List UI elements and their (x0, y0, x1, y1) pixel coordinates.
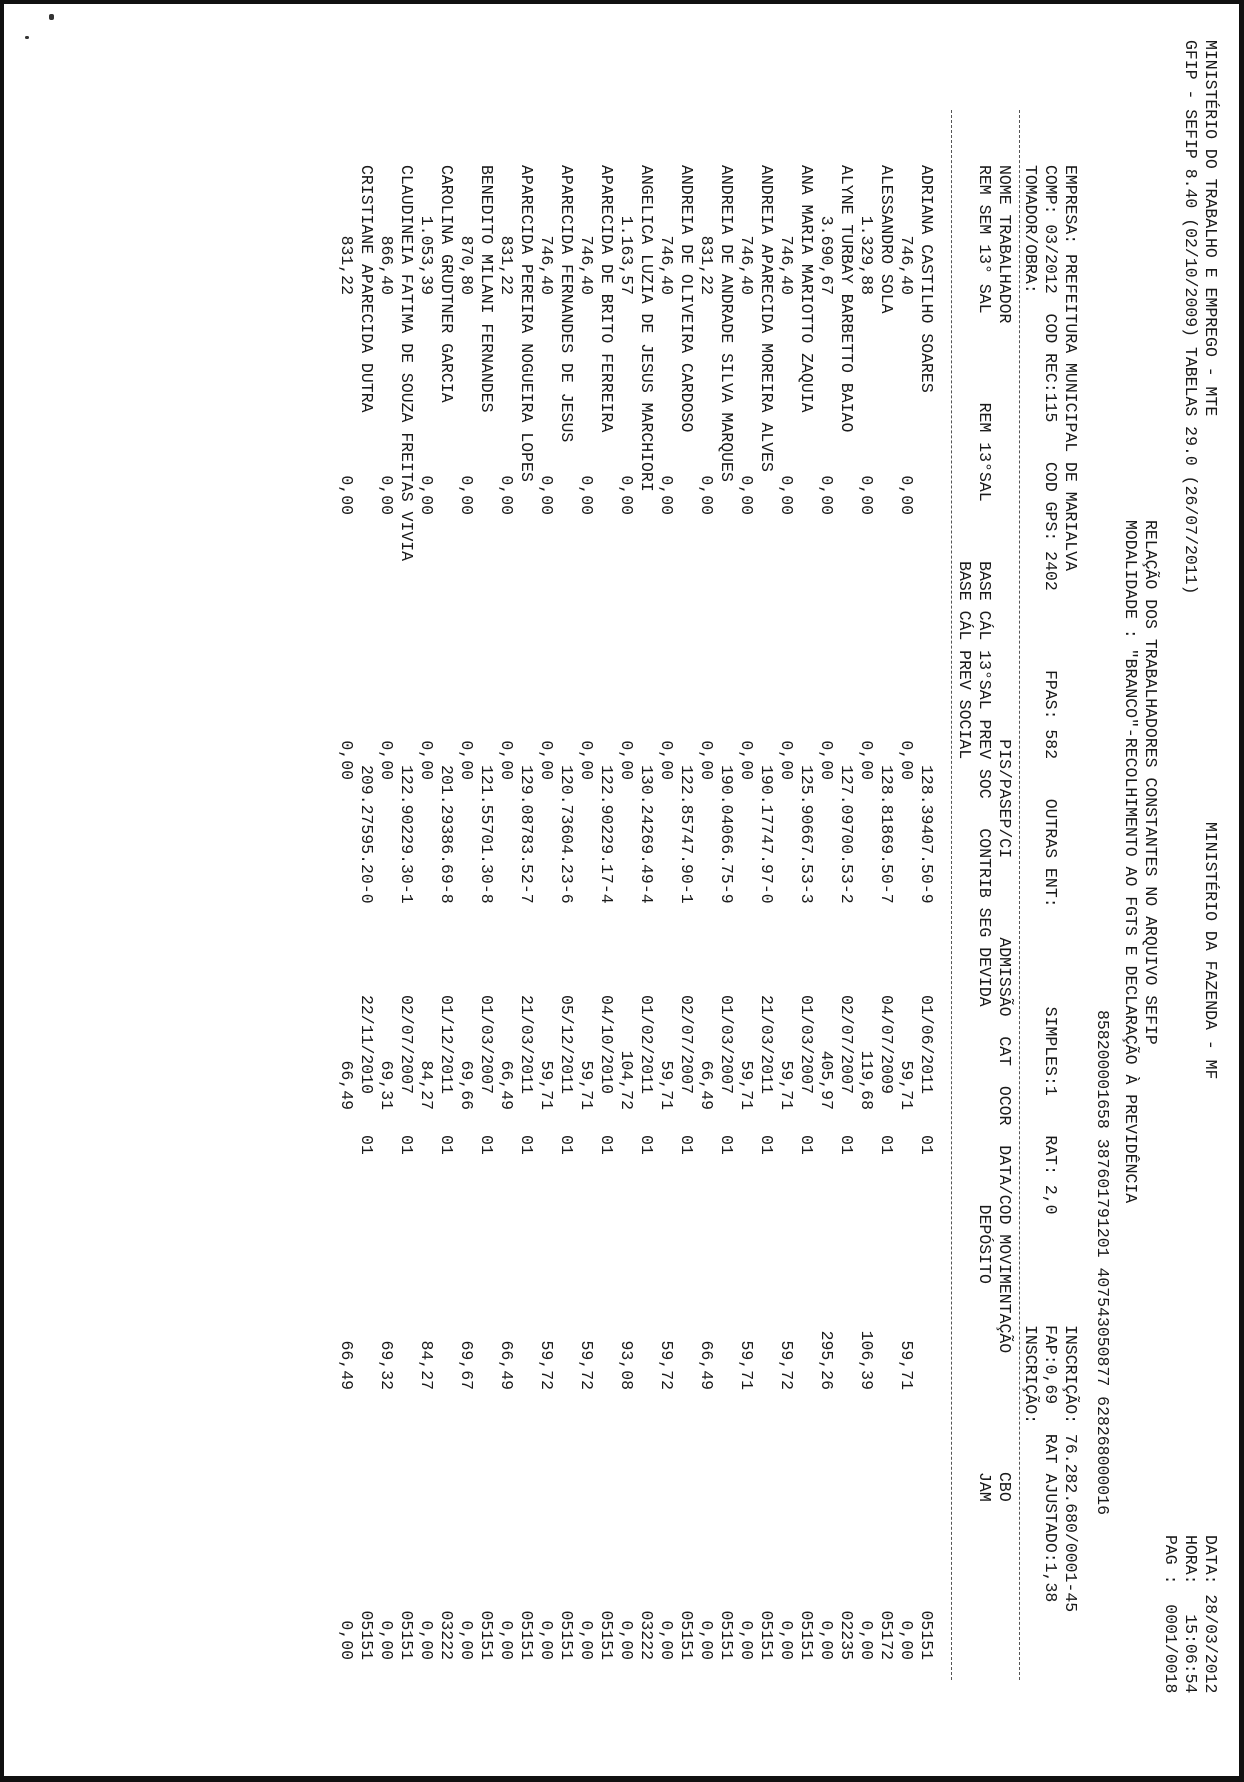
worker-pis: 122.90229.30-1 (397, 765, 416, 904)
ministry-labor: MINISTÉRIO DO TRABALHO E EMPREGO - MTE (1201, 40, 1220, 417)
worker-cbo: 05151 (717, 1610, 736, 1660)
fap-rat: FAP:0,69 RAT AJUSTADO:1,38 (1041, 1325, 1060, 1603)
worker-admissao: 01/03/2007 (477, 995, 496, 1095)
report-date: DATA: 28/03/2012 (1201, 1535, 1220, 1694)
worker-cat: 01 (717, 1135, 736, 1155)
worker-rem13: 0,00 (577, 475, 596, 515)
worker-rem: 870,80 (457, 235, 476, 295)
worker-contrib: 59,71 (897, 1060, 916, 1110)
worker-admissao: 01/06/2011 (917, 995, 936, 1095)
worker-jam: 0,00 (737, 1620, 756, 1660)
company-name: EMPRESA: PREFEITURA MUNICIPAL DE MARIALVA (1061, 165, 1080, 571)
worker-name: ANDREIA APARECIDA MOREIRA ALVES (757, 165, 776, 472)
worker-cbo: 03222 (637, 1610, 656, 1660)
worker-rem13: 0,00 (697, 475, 716, 515)
worker-cbo: 05151 (797, 1610, 816, 1660)
worker-jam: 0,00 (817, 1620, 836, 1660)
worker-contrib: 69,31 (377, 1060, 396, 1110)
worker-name: APARECIDA FERNANDES DE JESUS (557, 165, 576, 443)
worker-name: BENEDITO MILANI FERNANDES (477, 165, 496, 413)
worker-cbo: 05151 (397, 1610, 416, 1660)
worker-base13: 0,00 (617, 740, 636, 780)
worker-cat: 01 (477, 1135, 496, 1155)
worker-contrib: 66,49 (697, 1060, 716, 1110)
worker-deposito: 93,08 (617, 1340, 636, 1390)
worker-pis: 122.90229.17-4 (597, 765, 616, 904)
worker-admissao: 01/03/2007 (797, 995, 816, 1095)
worker-pis: 129.08783.52-7 (517, 765, 536, 904)
column-header-line-2: REM SEM 13° SAL REM 13°SAL BASE CÁL 13°SAL PREV SOC CONTRIB SEG DEVIDA DEPÓSITO JAM (975, 165, 994, 1502)
column-header-line-1: NOME TRABALHADOR PIS/PASEP/CI ADMISSÃO CAT OCOR DATA/COD MOVIMENTAÇÃO CBO (995, 165, 1014, 1502)
worker-admissao: 04/07/2009 (877, 995, 896, 1095)
worker-contrib: 84,27 (417, 1060, 436, 1110)
scan-speck (25, 36, 29, 39)
worker-deposito: 106,39 (857, 1330, 876, 1390)
worker-cat: 01 (637, 1135, 656, 1155)
worker-contrib: 104,72 (617, 1050, 636, 1110)
worker-deposito: 59,71 (897, 1340, 916, 1390)
worker-deposito: 59,72 (777, 1340, 796, 1390)
worker-contrib: 69,66 (457, 1060, 476, 1110)
worker-base13: 0,00 (737, 740, 756, 780)
worker-base13: 0,00 (577, 740, 596, 780)
worker-cat: 01 (357, 1135, 376, 1155)
worker-rem: 3.690,67 (817, 215, 836, 295)
page-number: PAG : 0001/0018 (1161, 1535, 1180, 1694)
column-header-line-3: BASE CÁL PREV SOCIAL (955, 165, 974, 760)
worker-contrib: 59,71 (537, 1060, 556, 1110)
worker-cbo: 03222 (437, 1610, 456, 1660)
worker-rem: 746,40 (737, 235, 756, 295)
worker-contrib: 59,71 (577, 1060, 596, 1110)
worker-rem13: 0,00 (417, 475, 436, 515)
worker-cbo: 05172 (877, 1610, 896, 1660)
worker-cbo: 05151 (757, 1610, 776, 1660)
worker-pis: 127.09700.53-2 (837, 765, 856, 904)
worker-name: CLAUDINEIA FATIMA DE SOUZA FREITAS VIVIA (397, 165, 416, 562)
worker-admissao: 01/02/2011 (637, 995, 656, 1095)
worker-pis: 201.29386.69-8 (437, 765, 456, 904)
worker-cbo: 02235 (837, 1610, 856, 1660)
worker-rem13: 0,00 (737, 475, 756, 515)
worker-pis: 121.55701.30-8 (477, 765, 496, 904)
worker-base13: 0,00 (777, 740, 796, 780)
worker-deposito: 69,32 (377, 1340, 396, 1390)
worker-rem13: 0,00 (377, 475, 396, 515)
worker-rem13: 0,00 (457, 475, 476, 515)
ministry-finance: MINISTÉRIO DA FAZENDA - MF (1201, 822, 1220, 1080)
worker-name: CAROLINA GRUDTNER GARCIA (437, 165, 456, 403)
worker-admissao: 21/03/2011 (517, 995, 536, 1095)
worker-jam: 0,00 (537, 1620, 556, 1660)
report-time: HORA: 15:06:54 (1181, 1535, 1200, 1694)
worker-cat: 01 (877, 1135, 896, 1155)
worker-name: ADRIANA CASTILHO SOARES (917, 165, 936, 393)
worker-deposito: 66,49 (697, 1340, 716, 1390)
worker-deposito: 69,67 (457, 1340, 476, 1390)
worker-base13: 0,00 (457, 740, 476, 780)
worker-rem: 746,40 (777, 235, 796, 295)
worker-jam: 0,00 (497, 1620, 516, 1660)
worker-deposito: 59,72 (577, 1340, 596, 1390)
worker-admissao: 02/07/2007 (397, 995, 416, 1095)
worker-deposito: 59,72 (657, 1340, 676, 1390)
gfip-version: GFIP - SEFIP 8.40 (02/10/2009) TABELAS 29.0 (26/07/2011) (1181, 40, 1200, 595)
worker-admissao: 01/12/2011 (437, 995, 456, 1095)
worker-cat: 01 (917, 1135, 936, 1155)
worker-rem: 1.329,88 (857, 215, 876, 295)
worker-rem: 866,40 (377, 235, 396, 295)
worker-admissao: 01/03/2007 (717, 995, 736, 1095)
worker-rem: 746,40 (537, 235, 556, 295)
worker-rem: 831,22 (337, 235, 356, 295)
comp-line: COMP: 03/2012 COD REC:115 COD GPS: 2402 FPAS: 582 OUTRAS ENT: SIMPLES:1 RAT: 2,0 (1041, 165, 1060, 1215)
worker-deposito: 66,49 (497, 1340, 516, 1390)
worker-cat: 01 (797, 1135, 816, 1155)
modality: MODALIDADE : "BRANCO"-RECOLHIMENTO AO FGTS E DECLARAÇÃO À PREVIDÊNCIA (1121, 520, 1140, 1204)
worker-jam: 0,00 (657, 1620, 676, 1660)
worker-cbo: 05151 (357, 1610, 376, 1660)
worker-cat: 01 (557, 1135, 576, 1155)
worker-deposito: 295,26 (817, 1330, 836, 1390)
worker-rem13: 0,00 (657, 475, 676, 515)
worker-admissao: 02/07/2007 (677, 995, 696, 1095)
worker-name: ALESSANDRO SOLA (877, 165, 896, 314)
worker-name: ANDREIA DE OLIVEIRA CARDOSO (677, 165, 696, 433)
worker-admissao: 04/10/2010 (597, 995, 616, 1095)
tomador-obra: TOMADOR/OBRA: (1021, 165, 1040, 294)
worker-contrib: 59,71 (777, 1060, 796, 1110)
worker-pis: 122.85747.90-1 (677, 765, 696, 904)
worker-rem13: 0,00 (497, 475, 516, 515)
inscricao-tomador: INSCRIÇÃO: (1021, 1325, 1040, 1425)
report-title: RELAÇÃO DOS TRABALHADORES CONSTANTES NO ARQUIVO SEFIP (1141, 520, 1160, 1045)
worker-jam: 0,00 (577, 1620, 596, 1660)
worker-rem: 831,22 (697, 235, 716, 295)
worker-base13: 0,00 (537, 740, 556, 780)
worker-name: CRISTIANE APARECIDA DUTRA (357, 165, 376, 413)
worker-contrib: 405,97 (817, 1050, 836, 1110)
worker-rem: 746,40 (897, 235, 916, 295)
scan-speck (49, 14, 54, 20)
worker-base13: 0,00 (897, 740, 916, 780)
worker-cat: 01 (437, 1135, 456, 1155)
worker-name: ALYNE TURBAY BARBETTO BAIAO (837, 165, 856, 433)
worker-name: APARECIDA PEREIRA NOGUEIRA LOPES (517, 165, 536, 482)
worker-base13: 0,00 (337, 740, 356, 780)
worker-pis: 120.73604.23-6 (557, 765, 576, 904)
worker-rem: 831,22 (497, 235, 516, 295)
worker-name: ANA MARIA MARIOTTO ZAQUIA (797, 165, 816, 413)
worker-rem13: 0,00 (817, 475, 836, 515)
worker-base13: 0,00 (377, 740, 396, 780)
worker-deposito: 59,72 (537, 1340, 556, 1390)
worker-jam: 0,00 (417, 1620, 436, 1660)
worker-pis: 128.81869.50-7 (877, 765, 896, 904)
worker-contrib: 59,71 (737, 1060, 756, 1110)
worker-pis: 190.04066.75-9 (717, 765, 736, 904)
worker-base13: 0,00 (657, 740, 676, 780)
worker-rem13: 0,00 (777, 475, 796, 515)
worker-name: ANGELICA LUZIA DE JESUS MARCHIORI (637, 165, 656, 492)
worker-rem13: 0,00 (617, 475, 636, 515)
barcode-number: 858200001658 387601791201 407543050877 628268000016 (1093, 1010, 1112, 1515)
worker-contrib: 119,68 (857, 1050, 876, 1110)
worker-deposito: 84,27 (417, 1340, 436, 1390)
worker-jam: 0,00 (617, 1620, 636, 1660)
worker-contrib: 66,49 (497, 1060, 516, 1110)
worker-rem13: 0,00 (897, 475, 916, 515)
worker-contrib: 66,49 (337, 1060, 356, 1110)
worker-jam: 0,00 (337, 1620, 356, 1660)
worker-rem13: 0,00 (857, 475, 876, 515)
worker-cat: 01 (397, 1135, 416, 1155)
worker-cat: 01 (837, 1135, 856, 1155)
worker-admissao: 21/03/2011 (757, 995, 776, 1095)
worker-pis: 130.24269.49-4 (637, 765, 656, 904)
worker-cbo: 05151 (477, 1610, 496, 1660)
worker-name: APARECIDA DE BRITO FERREIRA (597, 165, 616, 433)
worker-rem: 746,40 (577, 235, 596, 295)
worker-base13: 0,00 (857, 740, 876, 780)
divider-top (1019, 110, 1020, 1680)
worker-cbo: 05151 (557, 1610, 576, 1660)
worker-cbo: 05151 (677, 1610, 696, 1660)
worker-contrib: 59,71 (657, 1060, 676, 1110)
worker-admissao: 22/11/2010 (357, 995, 376, 1095)
worker-rem: 746,40 (657, 235, 676, 295)
worker-jam: 0,00 (897, 1620, 916, 1660)
worker-deposito: 59,71 (737, 1340, 756, 1390)
worker-cbo: 05151 (917, 1610, 936, 1660)
worker-base13: 0,00 (417, 740, 436, 780)
worker-jam: 0,00 (777, 1620, 796, 1660)
worker-jam: 0,00 (697, 1620, 716, 1660)
worker-rem: 1.053,39 (417, 215, 436, 295)
worker-name: ANDREIA DE ANDRADE SILVA MARQUES (717, 165, 736, 482)
worker-pis: 125.90667.53-3 (797, 765, 816, 904)
worker-jam: 0,00 (377, 1620, 396, 1660)
worker-admissao: 02/07/2007 (837, 995, 856, 1095)
worker-jam: 0,00 (857, 1620, 876, 1660)
worker-jam: 0,00 (457, 1620, 476, 1660)
worker-pis: 209.27595.20-0 (357, 765, 376, 904)
worker-cat: 01 (597, 1135, 616, 1155)
worker-rem13: 0,00 (537, 475, 556, 515)
worker-pis: 128.39407.50-9 (917, 765, 936, 904)
worker-cat: 01 (517, 1135, 536, 1155)
worker-cat: 01 (757, 1135, 776, 1155)
worker-deposito: 66,49 (337, 1340, 356, 1390)
worker-admissao: 05/12/2011 (557, 995, 576, 1095)
company-inscricao: INSCRIÇÃO: 76.282.680/0001-45 (1061, 1325, 1080, 1613)
divider-header (951, 110, 952, 1680)
worker-cat: 01 (677, 1135, 696, 1155)
worker-rem13: 0,00 (337, 475, 356, 515)
worker-pis: 190.17747.97-0 (757, 765, 776, 904)
worker-cbo: 05151 (517, 1610, 536, 1660)
worker-rem: 1.163,57 (617, 215, 636, 295)
worker-cbo: 05151 (597, 1610, 616, 1660)
worker-base13: 0,00 (697, 740, 716, 780)
worker-base13: 0,00 (817, 740, 836, 780)
worker-base13: 0,00 (497, 740, 516, 780)
